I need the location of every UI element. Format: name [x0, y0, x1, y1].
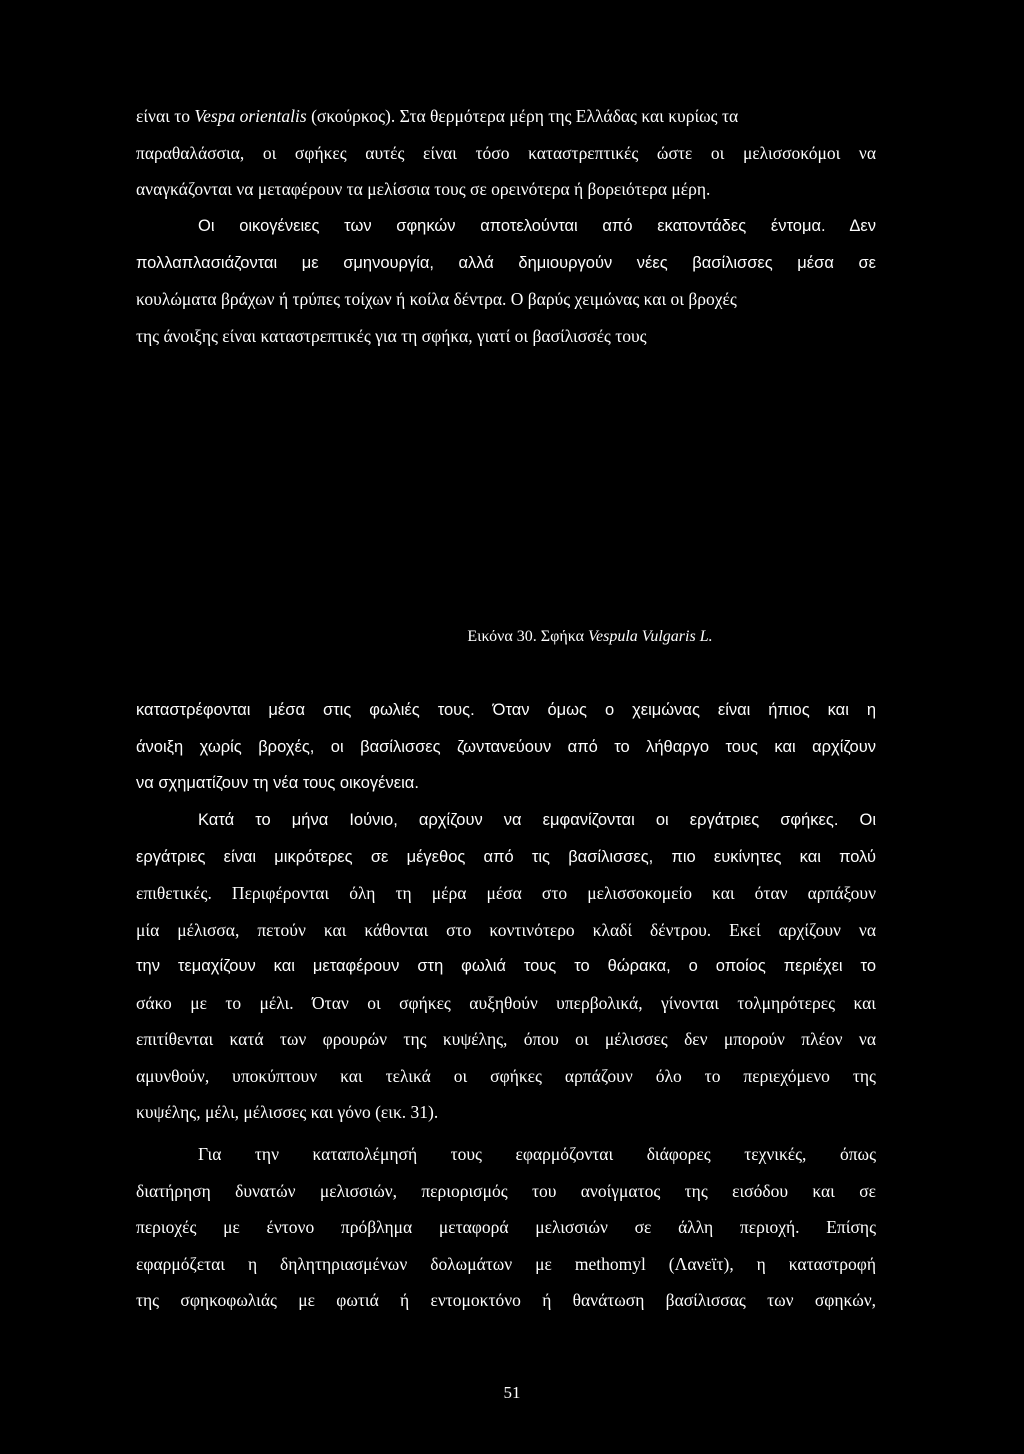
- text-line: της σφηκοφωλιάς με φωτιά ή εντομοκτόνο ή θανάτωση βασίλισσας των σφηκών,: [136, 1290, 876, 1310]
- text-line: αμυνθούν, υποκύπτουν και τελικά οι σφήκες αρπάζουν όλο το περιεχόμενο της: [136, 1065, 876, 1086]
- text-line: σάκο με το μέλι. Όταν οι σφήκες αυξηθούν υπερβολικά, γίνονται τολμηρότερες και: [136, 992, 876, 1013]
- top-paragraph: [136, 98, 876, 208]
- second-paragraph: [136, 208, 876, 354]
- figure-image-area: [136, 380, 876, 616]
- text-line: επιθετικές. Περιφέρονται όλη τη μέρα μέσα στο μελισσοκομείο και όταν αρπάξουν: [136, 883, 876, 903]
- text-line: Για την καταπολέμησή τους εφαρμόζονται διάφορες τεχνικές, όπως: [198, 1144, 876, 1164]
- text-line: της άνοιξης είναι καταστρεπτικές για τη σφήκα, γιατί οι βασίλισσές τους: [136, 325, 647, 346]
- figure-caption: [340, 624, 840, 650]
- caption-species-italic: Vespula Vulgaris L.: [588, 628, 713, 645]
- text-line: Οι οικογένειες των σφηκών αποτελούνται από εκατοντάδες έντομα. Δεν: [198, 217, 876, 235]
- text-line: παραθαλάσσια, οι σφήκες αυτές είναι τόσο καταστρεπτικές ώστε οι μελισσοκόμοι να: [136, 142, 876, 163]
- text-span: είναι το: [136, 106, 195, 126]
- text-line: την τεμαχίζουν και μεταφέρουν στη φωλιά τους το θώρακα, ο οποίος περιέχει το: [136, 957, 876, 975]
- text-line: επιτίθενται κατά των φρουρών της κυψέλης, όπου οι μέλισσες δεν μπορούν πλέον να: [136, 1029, 876, 1049]
- text-line: εφαρμόζεται η δηλητηριασμένων δολωμάτων με methomyl (Λανεϊτ), η καταστροφή: [136, 1253, 876, 1274]
- fifth-paragraph: [136, 1136, 876, 1319]
- text-line: να σχηματίζουν τη νέα τους οικογένεια.: [136, 774, 419, 792]
- caption-prefix: Εικόνα 30. Σφήκα: [467, 628, 588, 645]
- text-line: καταστρέφονται μέσα στις φωλιές τους. Όταν όμως ο χειμώνας είναι ήπιος και η: [136, 701, 876, 719]
- fourth-paragraph: [136, 802, 876, 1131]
- text-line: διατήρηση δυνατών μελισσιών, περιορισμός του ανοίγματος της εισόδου και σε: [136, 1180, 876, 1201]
- text-line: αναγκάζονται να μεταφέρουν τα μελίσσια τους σε ορεινότερα ή βορειότερα μέρη.: [136, 179, 711, 199]
- text-line: άνοιξη χωρίς βροχές, οι βασίλισσες ζωντανεύουν από το λήθαργο τους και αρχίζουν: [136, 737, 876, 756]
- text-line: κυψέλης, μέλι, μέλισσες και γόνο (εικ. 31).: [136, 1102, 439, 1122]
- text-line: περιοχές με έντονο πρόβλημα μεταφορά μελισσιών σε άλλη περιοχή. Επίσης: [136, 1217, 876, 1237]
- text-line: [136, 98, 876, 135]
- text-line: εργάτριες είναι μικρότερες σε μέγεθος από τις βασίλισσες, πιο ευκίνητες και πολύ: [136, 847, 876, 866]
- text-line: πολλαπλασιάζονται με σμηνουργία, αλλά δημιουργούν νέες βασίλισσες μέσα σε: [136, 253, 876, 272]
- page-number: 51: [503, 1383, 521, 1402]
- text-line: Κατά το μήνα Ιούνιο, αρχίζουν να εμφανίζονται οι εργάτριες σφήκες. Οι: [198, 811, 876, 829]
- text-line: κουλώματα βράχων ή τρύπες τοίχων ή κοίλα δέντρα. Ο βαρύς χειμώνας και οι βροχές: [136, 289, 737, 309]
- text-line: μία μέλισσα, πετούν και κάθονται στο κοντινότερο κλαδί δέντρου. Εκεί αρχίζουν να: [136, 919, 876, 940]
- species-name-italic: Vespa orientalis: [194, 106, 307, 126]
- third-paragraph: [136, 692, 876, 802]
- text-span: (σκούρκος). Στα θερμότερα μέρη της Ελλάδας και κυρίως τα: [306, 106, 739, 126]
